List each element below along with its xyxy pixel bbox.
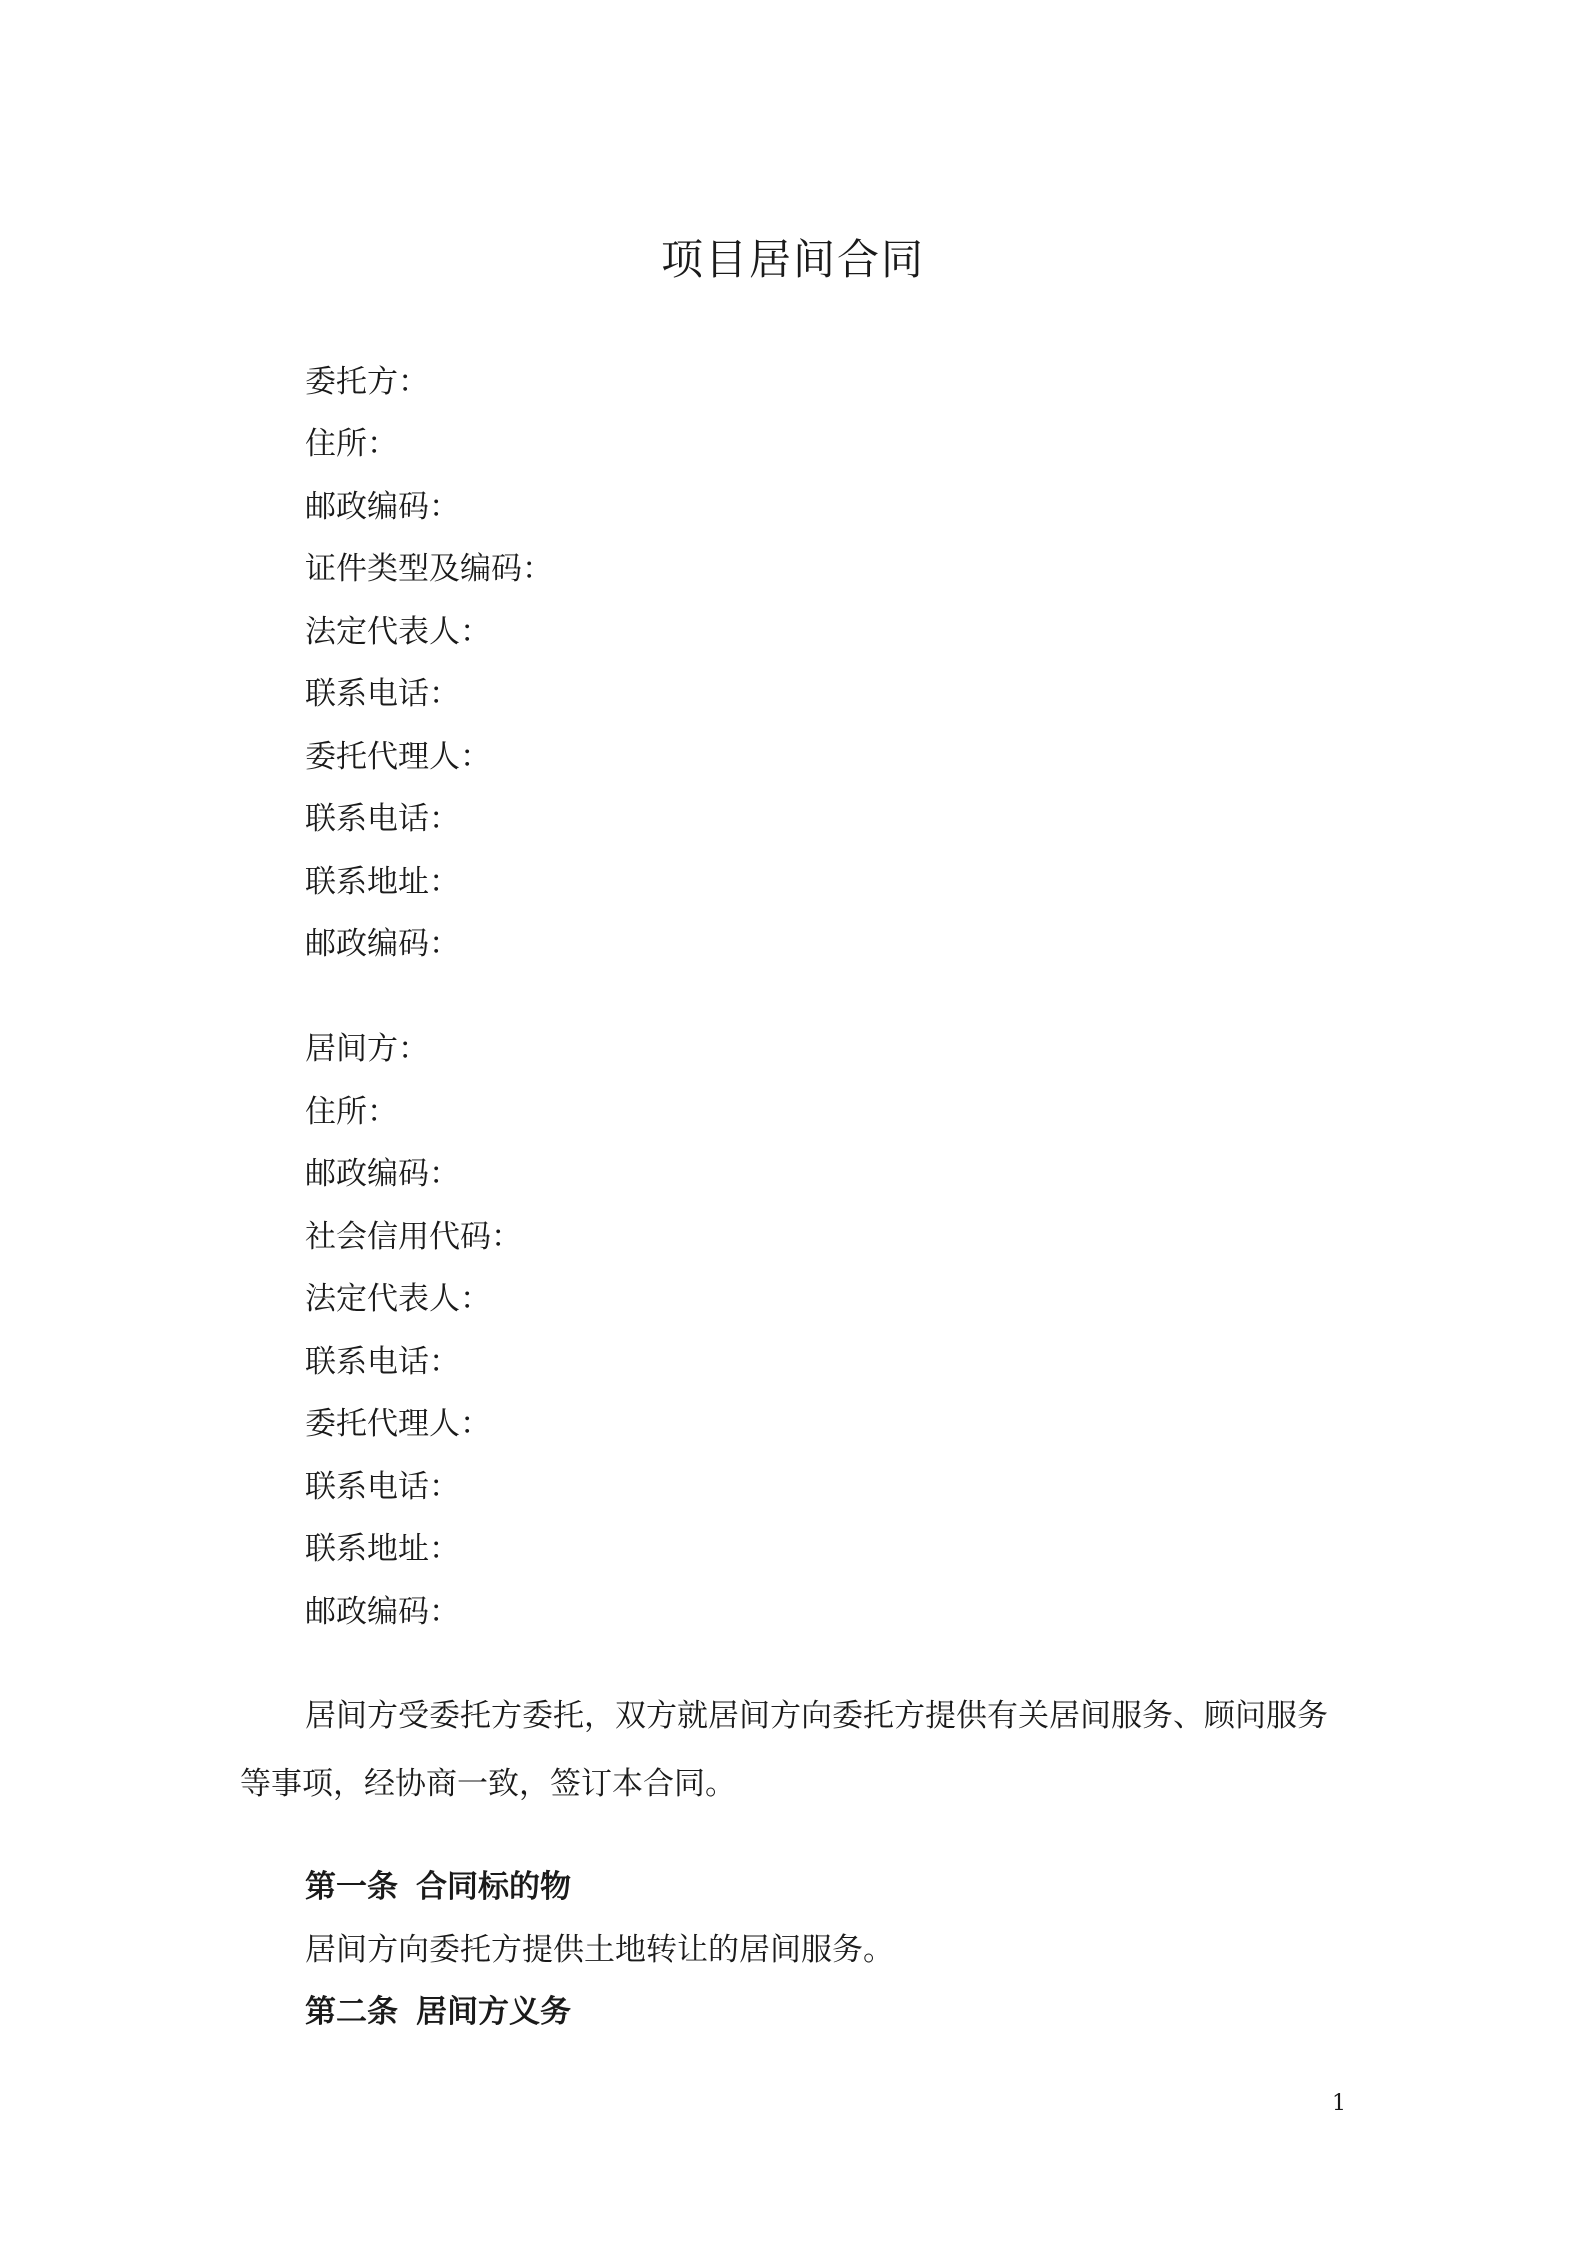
broker-agent-label: 委托代理人：	[305, 1406, 491, 1442]
broker-credit-code-label: 社会信用代码：	[305, 1219, 522, 1255]
broker-phone-label: 联系电话：	[305, 1344, 460, 1380]
preamble-paragraph	[240, 1695, 1360, 1805]
client-id-type-label: 证件类型及编码：	[305, 551, 553, 587]
document-title: 项目居间合同	[660, 235, 925, 284]
broker-address-label: 住所：	[305, 1094, 398, 1130]
client-agent-label: 委托代理人：	[305, 739, 491, 775]
preamble-line-2: 等事项，经协商一致，签订本合同。	[240, 1766, 736, 1802]
client-party-label: 委托方：	[305, 364, 429, 400]
article-2-title: 居间方义务	[416, 1994, 571, 2030]
client-legal-rep-label: 法定代表人：	[305, 614, 491, 650]
broker-contact-postcode-label: 邮政编码：	[305, 1594, 460, 1630]
broker-contact-address-label: 联系地址：	[305, 1531, 460, 1567]
client-postcode-label: 邮政编码：	[305, 489, 460, 525]
article-1-number: 第一条	[305, 1869, 398, 1905]
article-1-title: 合同标的物	[416, 1869, 571, 1905]
client-contact-postcode-label: 邮政编码：	[305, 926, 460, 962]
broker-party-label: 居间方：	[305, 1031, 429, 1067]
article-2-number: 第二条	[305, 1994, 398, 2030]
client-address-label: 住所：	[305, 426, 398, 462]
article-2-heading	[305, 1991, 571, 2033]
article-1-text: 居间方向委托方提供土地转让的居间服务。	[305, 1932, 894, 1968]
article-1-heading	[305, 1866, 571, 1908]
broker-legal-rep-label: 法定代表人：	[305, 1281, 491, 1317]
broker-postcode-label: 邮政编码：	[305, 1156, 460, 1192]
client-phone-label: 联系电话：	[305, 676, 460, 712]
client-contact-address-label: 联系地址：	[305, 864, 460, 900]
broker-agent-phone-label: 联系电话：	[305, 1469, 460, 1505]
client-agent-phone-label: 联系电话：	[305, 801, 460, 837]
page-number: 1	[1332, 2091, 1346, 2116]
preamble-line-1: 居间方受委托方委托，双方就居间方向委托方提供有关居间服务、顾问服务	[305, 1698, 1328, 1734]
